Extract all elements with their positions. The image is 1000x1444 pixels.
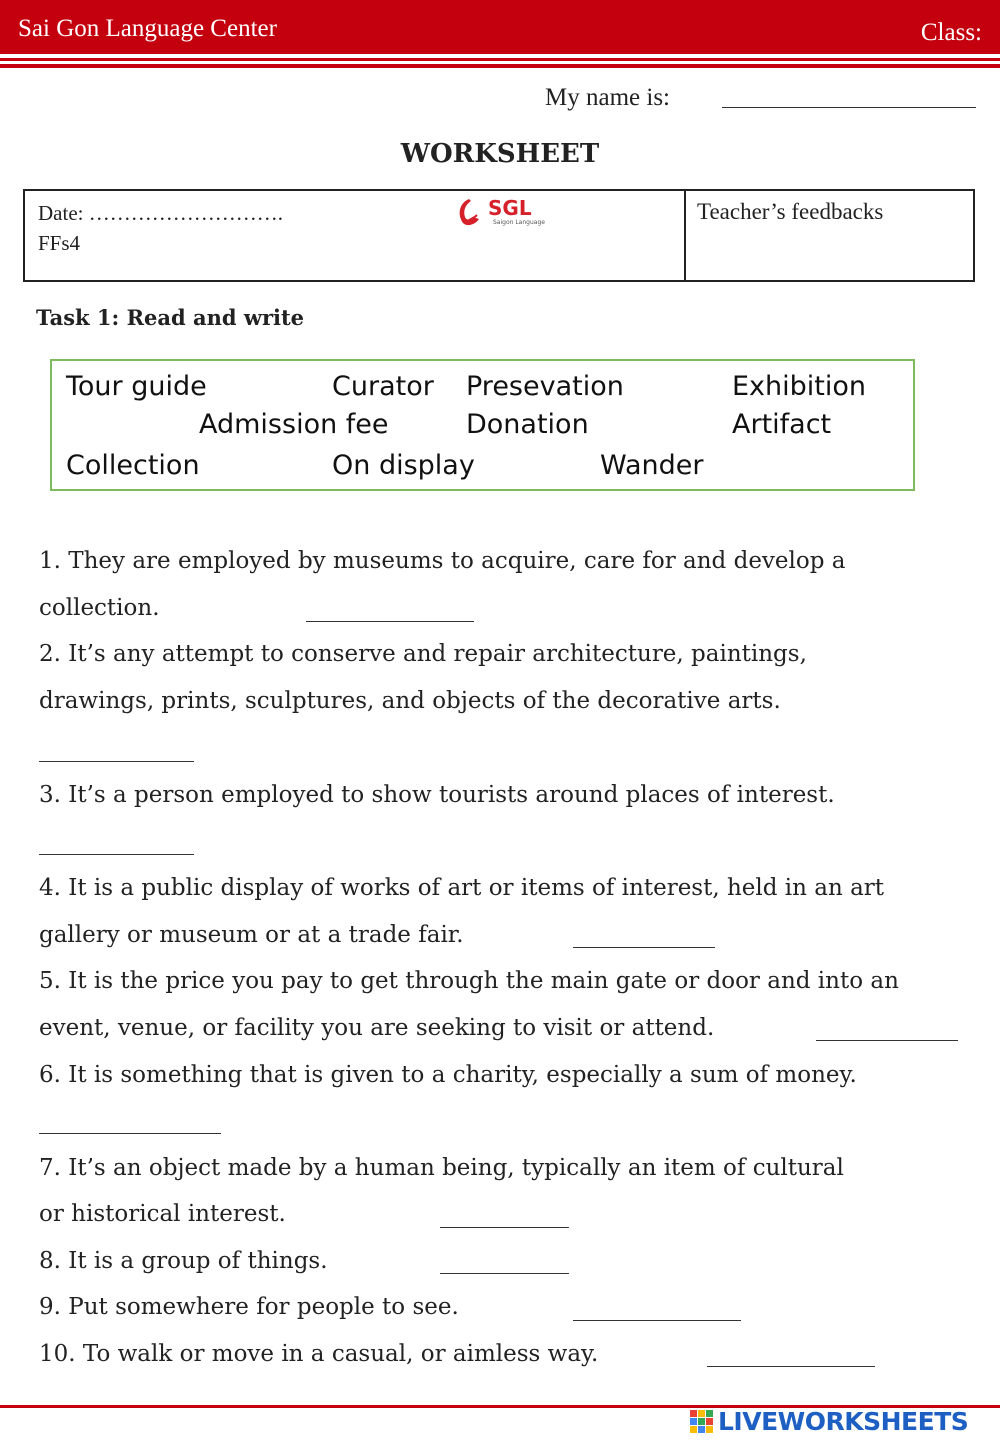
sgl-logo-subtext: Saigon Language [493,219,545,226]
date-label: Date: ………………………. [38,201,283,225]
answer-blank-10[interactable] [707,1366,875,1367]
info-box-divider [684,191,686,280]
question-1-line-1: 1. They are employed by museums to acquire, care for and develop a [39,548,846,574]
answer-blank-2[interactable] [39,761,194,762]
top-header-bar [0,0,1000,54]
question-3-line-1: 3. It’s a person employed to show tourists around places of interest. [39,782,835,808]
word-bank-item: Artifact [732,409,832,440]
course-code: FFs4 [38,231,81,255]
word-bank-item: Curator [332,371,434,402]
question-5-line-2: event, venue, or facility you are seeking to visit or attend. [39,1015,715,1041]
question-5-line-1: 5. It is the price you pay to get through the main gate or door and into an [39,968,899,994]
question-2-line-1: 2. It’s any attempt to conserve and repair architecture, paintings, [39,641,807,667]
sgl-logo-text: SGL [488,196,532,220]
question-4-line-2: gallery or museum or at a trade fair. [39,922,464,948]
word-bank-item: Presevation [466,371,624,402]
sgl-logo-swoosh-icon [460,199,479,225]
question-8-line-1: 8. It is a group of things. [39,1248,328,1274]
name-answer-field[interactable] [722,107,976,108]
header-rule-thin [0,58,1000,61]
liveworksheets-text: LIVEWORKSHEETS [718,1407,969,1436]
word-bank-item: Admission fee [199,409,389,440]
liveworksheets-cube-icon [690,1410,714,1434]
question-9-line-1: 9. Put somewhere for people to see. [39,1294,459,1320]
word-bank-item: Wander [600,450,704,481]
answer-blank-6[interactable] [39,1133,221,1134]
question-7-line-1: 7. It’s an object made by a human being, typically an item of cultural [39,1155,844,1181]
word-bank-item: Tour guide [66,371,207,402]
header-rule-thick [0,64,1000,68]
worksheet-title: WORKSHEET [400,139,600,169]
word-bank-item: Collection [66,450,200,481]
word-bank-item: On display [332,450,475,481]
class-label: Class: [920,19,982,46]
answer-blank-5[interactable] [816,1040,958,1041]
question-2-line-2: drawings, prints, sculptures, and objects of the decorative arts. [39,688,781,714]
liveworksheets-brand[interactable] [690,1406,990,1438]
question-10-line-1: 10. To walk or move in a casual, or aimless way. [39,1341,599,1367]
task-1-title: Task 1: Read and write [36,305,305,330]
question-6-line-1: 6. It is something that is given to a charity, especially a sum of money. [39,1062,857,1088]
answer-blank-3[interactable] [39,854,194,855]
answer-blank-7[interactable] [440,1227,569,1228]
word-bank [50,359,915,491]
center-name: Sai Gon Language Center [18,15,277,42]
answer-blank-8[interactable] [440,1273,569,1274]
teacher-feedback-label: Teacher’s feedbacks [697,199,884,224]
info-box [23,189,975,282]
word-bank-item: Donation [466,409,589,440]
question-7-line-2: or historical interest. [39,1201,286,1227]
my-name-label: My name is: [545,84,670,111]
answer-blank-4[interactable] [573,947,715,948]
sgl-logo [455,193,555,233]
word-bank-item: Exhibition [732,371,867,402]
answer-blank-1[interactable] [306,621,474,622]
question-1-line-2: collection. [39,595,160,621]
question-4-line-1: 4. It is a public display of works of art or items of interest, held in an art [39,875,885,901]
answer-blank-9[interactable] [573,1320,741,1321]
